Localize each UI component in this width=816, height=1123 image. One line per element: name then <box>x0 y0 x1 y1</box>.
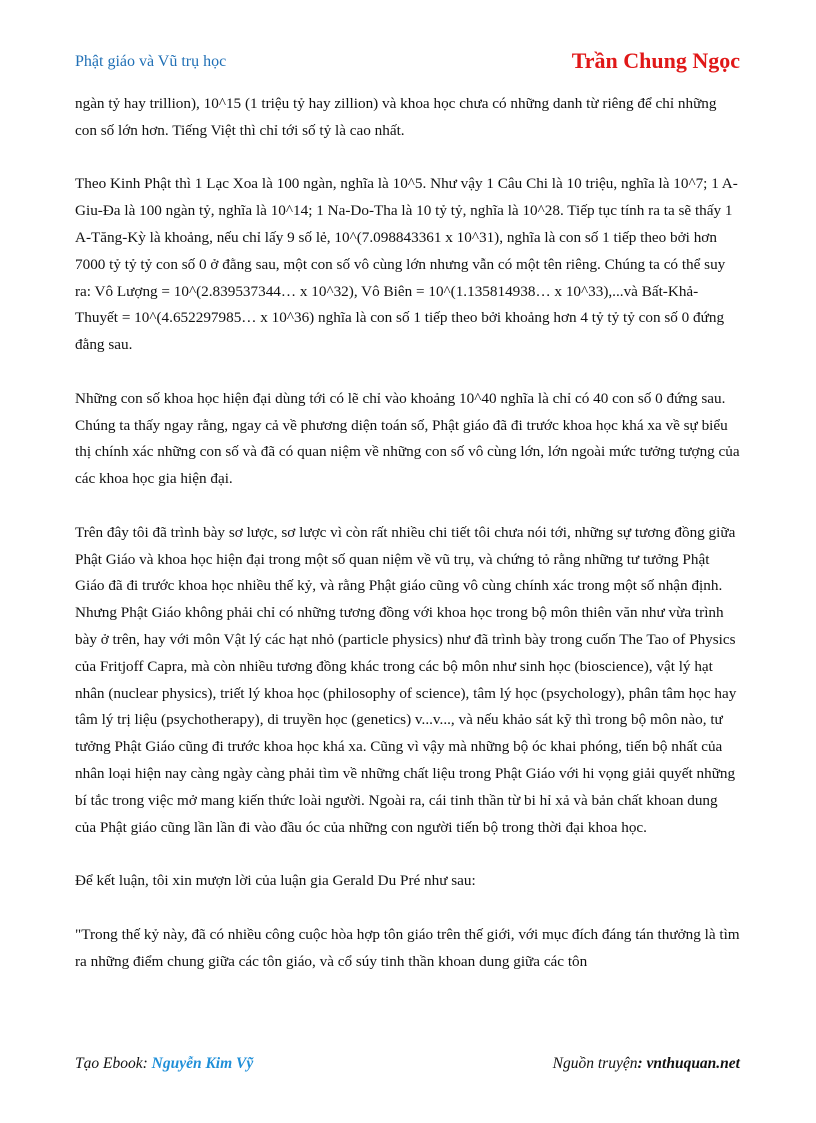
paragraph: Theo Kinh Phật thì 1 Lạc Xoa là 100 ngàn, nghĩa là 10^5. Như vậy 1 Câu Chi là 10 triệu, nghĩa là 10^7; 1 A-Giu-Đa là 100 ngàn tỷ, nghĩa là 10^14; 1 Na-Do-Tha là 10 tỷ tỷ, nghĩa là 10^28. Tiếp tục tính ra ta sẽ thấy 1 A-Tăng-Kỳ là khoảng, nếu chỉ lấy 9 số lẻ, 10^(7.098843361 x 10^31), nghĩa là con số 1 tiếp theo bởi hơn 7000 tỷ tỷ tỷ con số 0 ở đằng sau, một con số vô cùng lớn nhưng vẫn có một tên riêng. Chúng ta có thể suy ra: Vô Lượng = 10^(2.839537344… x 10^32), Vô Biên = 10^(1.135814938… x 10^33),...và Bất-Khả-Thuyết = 10^(4.652297985… x 10^36) nghĩa là con số 1 tiếp theo bởi khoảng hơn 4 tỷ tỷ tỷ con số 0 đứng đằng sau. <box>75 175 738 354</box>
page-header <box>75 48 740 78</box>
paragraph: Để kết luận, tôi xin mượn lời của luận gia Gerald Du Pré như sau: <box>75 872 476 890</box>
paragraph: Những con số khoa học hiện đại dùng tới có lẽ chỉ vào khoảng 10^40 nghĩa là chỉ có 40 con số 0 đứng sau. Chúng ta thấy ngay rằng, ngay cả về phương diện toán số, Phật giáo đã đi trước khoa học khá xa về sự biểu thị chính xác những con số và đã có quan niệm về những con số vô cùng lớn, lớn ngoài mức tưởng tượng của các khoa học gia hiện đại. <box>75 389 740 488</box>
paragraph: ngàn tỷ hay trillion), 10^15 (1 triệu tỷ hay zillion) và khoa học chưa có những danh từ riêng để chỉ những con số lớn hơn. Tiếng Việt thì chỉ tới số tỷ là cao nhất. <box>75 95 717 139</box>
ebook-creator-name: Nguyễn Kim Vỹ <box>151 1055 254 1072</box>
paragraph: Trên đây tôi đã trình bày sơ lược, sơ lược vì còn rất nhiều chi tiết tôi chưa nói tới, những sự tương đồng giữa Phật Giáo và khoa học hiện đại trong một số quan niệm về vũ trụ, và chứng tỏ rằng những tư tưởng Phật Giáo đã đi trước khoa học nhiều thế kỷ, và rằng Phật giáo cũng vô cùng chính xác trong một số nhận định. Nhưng Phật Giáo không phải chỉ có những tương đồng với khoa học trong bộ môn thiên văn như vừa trình bày ở trên, hay với môn Vật lý các hạt nhỏ (particle physics) như đã trình bày trong cuốn The Tao of Physics của Fritjoff Capra, mà còn nhiều tương đồng khác trong các bộ môn như sinh học (bioscience), vật lý hạt nhân (nuclear physics), triết lý khoa học (philosophy of science), tâm lý học (psychology), phân tâm học hay tâm lý trị liệu (psychotherapy), di truyền học (genetics) v...v..., và nếu khảo sát kỹ thì trong bộ môn nào, tư tưởng Phật Giáo cũng đi trước khoa học khá xa. Cũng vì vậy mà những bộ óc khai phóng, tiến bộ nhất của nhân loại hiện nay càng ngày càng phải tìm về những chất liệu trong Phật Giáo với hi vọng giải quyết những bí tắc trong việc mở mang kiến thức loài người. Ngoài ra, cái tinh thần từ bi hỉ xả và bản chất khoan dung của Phật giáo cũng lần lần đi vào đầu óc của những con người tiến bộ trong thời đại khoa học. <box>75 523 737 836</box>
source-credit-separator: : <box>637 1055 647 1072</box>
source-site: vnthuquan.net <box>646 1055 740 1072</box>
author-name: Trần Chung Ngọc <box>571 48 740 73</box>
ebook-credit <box>75 1055 253 1073</box>
paragraph: "Trong thế kỷ này, đã có nhiều công cuộc hòa hợp tôn giáo trên thế giới, với mục đích đáng tán thưởng là tìm ra những điểm chung giữa các tôn giáo, và cổ súy tinh thần khoan dung giữa các tôn <box>75 925 740 970</box>
source-credit-label: Nguồn truyện <box>552 1055 638 1072</box>
source-credit <box>553 1055 740 1073</box>
book-title: Phật giáo và Vũ trụ học <box>75 53 227 70</box>
ebook-credit-label: Tạo Ebook <box>75 1055 143 1072</box>
page-body <box>75 91 740 1002</box>
ebook-credit-separator: : <box>142 1055 152 1072</box>
page-footer <box>75 1055 740 1077</box>
